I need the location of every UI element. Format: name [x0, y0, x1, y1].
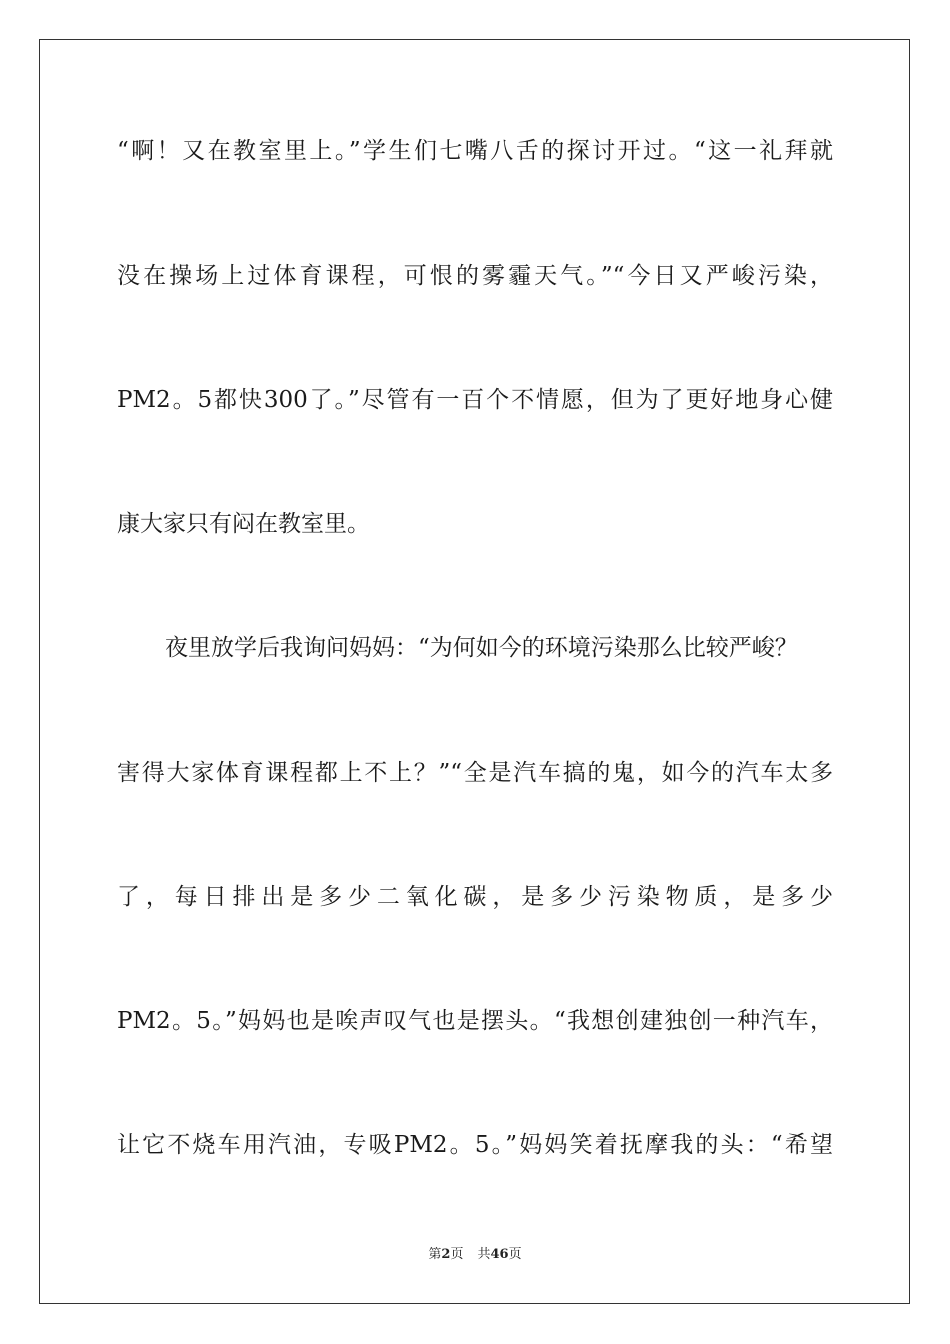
text-line: 让它不烧车用汽油，专吸PM2。5。”妈妈笑着抚摩我的头：“希望: [117, 1132, 833, 1158]
total-prefix: 共: [477, 1247, 491, 1262]
page-footer: [0, 1246, 950, 1264]
paragraph-first-line: 夜里放学后我询问妈妈：“为何如今的环境污染那么比较严峻？: [165, 635, 798, 661]
current-page-number: 2: [441, 1247, 451, 1262]
text-line: 害得大家体育课程都上不上？”“全是汽车搞的鬼，如今的汽车太多: [117, 760, 833, 786]
page-suffix: 页: [450, 1247, 464, 1262]
text-line: 康大家只有闷在教室里。: [117, 511, 370, 537]
text-line: PM2。5。”妈妈也是唉声叹气也是摆头。“我想创建独创一种汽车，: [117, 1008, 833, 1034]
total-suffix: 页: [508, 1247, 522, 1262]
page-border: [39, 39, 910, 1304]
text-line: 了，每日排出是多少二氧化碳，是多少污染物质，是多少: [117, 884, 833, 910]
text-line: 没在操场上过体育课程，可恨的雾霾天气。”“今日又严峻污染，: [117, 263, 833, 289]
text-line: PM2。5都快300了。”尽管有一百个不情愿，但为了更好地身心健: [117, 387, 833, 413]
page-prefix: 第: [428, 1247, 442, 1262]
text-line: “啊！又在教室里上。”学生们七嘴八舌的探讨开过。“这一礼拜就: [117, 138, 833, 164]
total-page-count: 46: [490, 1247, 509, 1262]
